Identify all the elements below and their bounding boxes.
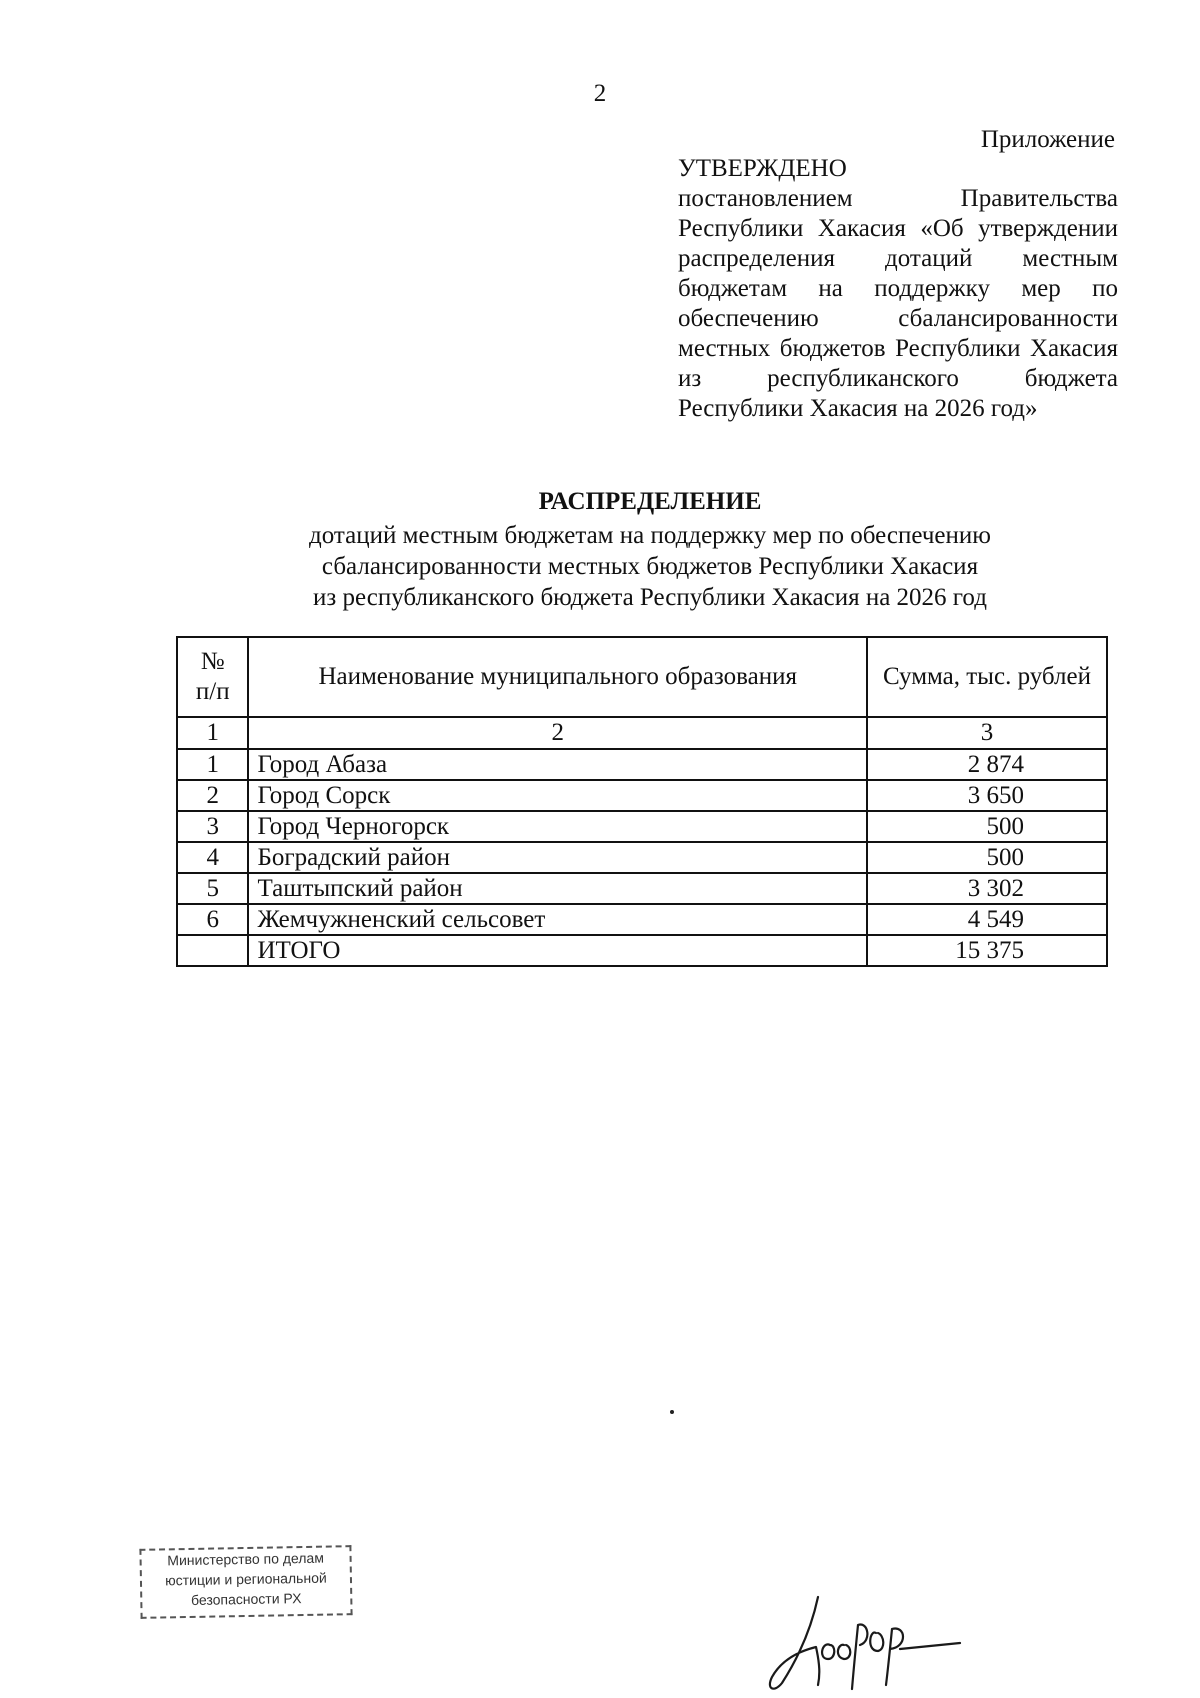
table-row [177, 811, 1107, 842]
approval-text: постановлением Правительства Республики Хакасия «Об утверждении распределения дотаций местным бюджетам на поддержку мер по обеспечению сбалансированности местных бюджетов Республики Хакасия из республиканского бюджета Республики Хакасия на 2026 год» [678, 185, 1118, 422]
total-sum: 15 375 [867, 935, 1107, 966]
approval-title: УТВЕРЖДЕНО [678, 155, 847, 182]
row-name: Боградский район [248, 842, 866, 873]
stamp-line: юстиции и региональной [165, 1569, 327, 1589]
subtitle-line: сбалансированности местных бюджетов Республики Хакасия [321, 553, 979, 580]
signature-icon [760, 1585, 980, 1695]
row-name: Таштыпский район [248, 873, 866, 904]
row-name: Жемчужненский сельсовет [248, 904, 866, 935]
subtitle-line: из республиканского бюджета Республики Хакасия на 2026 год [313, 584, 987, 611]
stamp-line: Министерство по делам [167, 1549, 325, 1569]
row-sum: 500 [867, 842, 1107, 873]
row-sum: 3 302 [867, 873, 1107, 904]
header-number-pp: п/п [195, 678, 230, 705]
approval-block [678, 154, 1118, 424]
row-number: 2 [177, 780, 248, 811]
header-number [177, 637, 248, 717]
table-header-row [177, 637, 1107, 717]
subtitle-line: дотаций местным бюджетам на поддержку мер по обеспечению [309, 522, 991, 549]
row-sum: 500 [867, 811, 1107, 842]
row-sum: 4 549 [867, 904, 1107, 935]
appendix-label: Приложение [980, 126, 1115, 153]
page-number: 2 [593, 80, 607, 107]
document-subtitle [250, 520, 1050, 613]
header-name: Наименование муниципального образования [248, 637, 866, 717]
table-row [177, 904, 1107, 935]
row-number: 4 [177, 842, 248, 873]
row-sum: 3 650 [867, 780, 1107, 811]
ministry-stamp [139, 1545, 352, 1619]
table-row [177, 842, 1107, 873]
header-number-sign: № [200, 648, 225, 675]
column-number: 1 [177, 717, 248, 749]
column-number-row [177, 717, 1107, 749]
row-number: 1 [177, 749, 248, 780]
stray-mark [670, 1410, 674, 1414]
row-sum: 2 874 [867, 749, 1107, 780]
row-name: Город Абаза [248, 749, 866, 780]
column-number: 2 [248, 717, 866, 749]
row-number: 3 [177, 811, 248, 842]
table-row [177, 873, 1107, 904]
table-row [177, 780, 1107, 811]
row-number: 5 [177, 873, 248, 904]
stamp-line: безопасности РХ [190, 1590, 302, 1608]
total-label: ИТОГО [248, 935, 866, 966]
table-total-row [177, 935, 1107, 966]
row-name: Город Черногорск [248, 811, 866, 842]
document-title: РАСПРЕДЕЛЕНИЕ [538, 488, 762, 515]
row-name: Город Сорск [248, 780, 866, 811]
table-row [177, 749, 1107, 780]
row-number: 6 [177, 904, 248, 935]
header-sum: Сумма, тыс. рублей [867, 637, 1107, 717]
column-number: 3 [867, 717, 1107, 749]
total-number [177, 935, 248, 966]
distribution-table [176, 636, 1108, 967]
